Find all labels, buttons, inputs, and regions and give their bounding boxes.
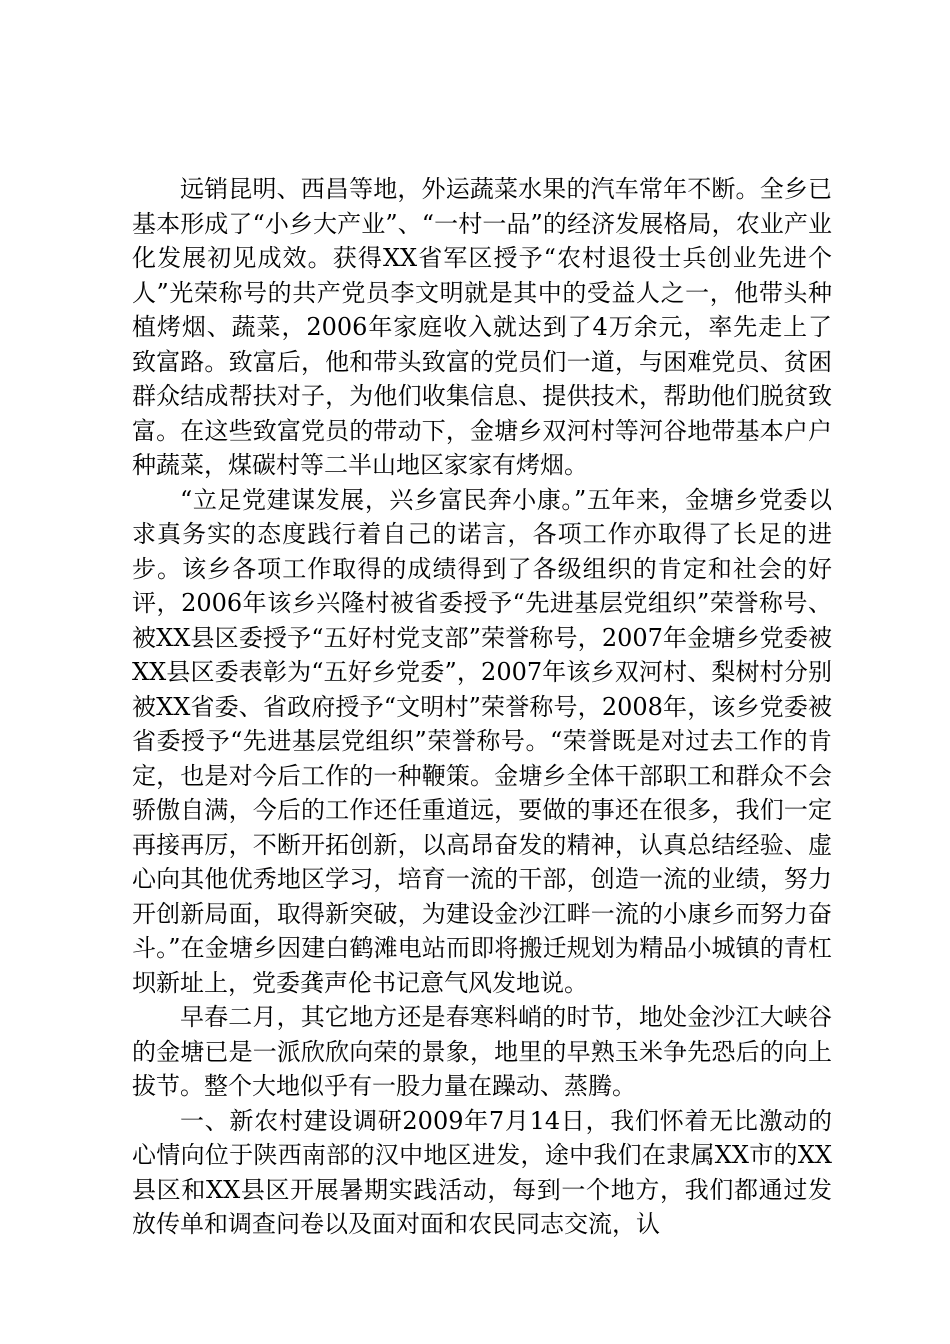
paragraph-1: 远销昆明、西昌等地，外运蔬菜水果的汽车常年不断。全乡已基本形成了“小乡大产业”、“一村一品”的经济发展格局，农业产业化发展初见成效。获得XX省军区授予“农村退役士兵创业先进个人”光荣称号的共产党员李文明就是其中的受益人之一，他带头种植烤烟、蔬菜，2006年家庭收入就达到了4万余元，率先走上了致富路。致富后，他和带头致富的党员们一道，与困难党员、贫困群众结成帮扶对子，为他们收集信息、提供技术，帮助他们脱贫致富。在这些致富党员的带动下，金塘乡双河村等河谷地带基本户户种蔬菜，煤碳村等二半山地区家家有烤烟。 bbox=[132, 175, 832, 479]
paragraph-4: 一、新农村建设调研2009年7月14日，我们怀着无比激动的心情向位于陕西南部的汉中地区进发，途中我们在隶属XX市的XX县区和XX县区开展暑期实践活动，每到一个地方，我们都通过发放传单和调查问卷以及面对面和农民同志交流，认 bbox=[132, 1106, 832, 1238]
paragraph-2: “立足党建谋发展，兴乡富民奔小康。”五年来，金塘乡党委以求真务实的态度践行着自己的诺言，各项工作亦取得了长足的进步。该乡各项工作取得的成绩得到了各级组织的肯定和社会的好评，2006年该乡兴隆村被省委授予“先进基层党组织”荣誉称号、被XX县区委授予“五好村党支部”荣誉称号，2007年金塘乡党委被XX县区委表彰为“五好乡党委”，2007年该乡双河村、梨树村分别被XX省委、省政府授予“文明村”荣誉称号，2008年，该乡党委被省委授予“先进基层党组织”荣誉称号。“荣誉既是对过去工作的肯定，也是对今后工作的一种鞭策。金塘乡全体干部职工和群众不会骄傲自满，今后的工作还任重道远，要做的事还在很多，我们一定再接再厉，不断开拓创新，以高昂奋发的精神，认真总结经验、虚心向其他优秀地区学习，培育一流的干部，创造一流的业绩，努力开创新局面，取得新突破，为建设金沙江畔一流的小康乡而努力奋斗。”在金塘乡因建白鹤滩电站而即将搬迁规划为精品小城镇的青杠坝新址上，党委龚声伦书记意气风发地说。 bbox=[132, 485, 832, 997]
document-body bbox=[132, 172, 832, 1242]
paragraph-3: 早春二月，其它地方还是春寒料峭的时节，地处金沙江大峡谷的金塘已是一派欣欣向荣的景象，地里的早熟玉米争先恐后的向上拔节。整个大地似乎有一股力量在躁动、蒸腾。 bbox=[132, 1003, 832, 1100]
